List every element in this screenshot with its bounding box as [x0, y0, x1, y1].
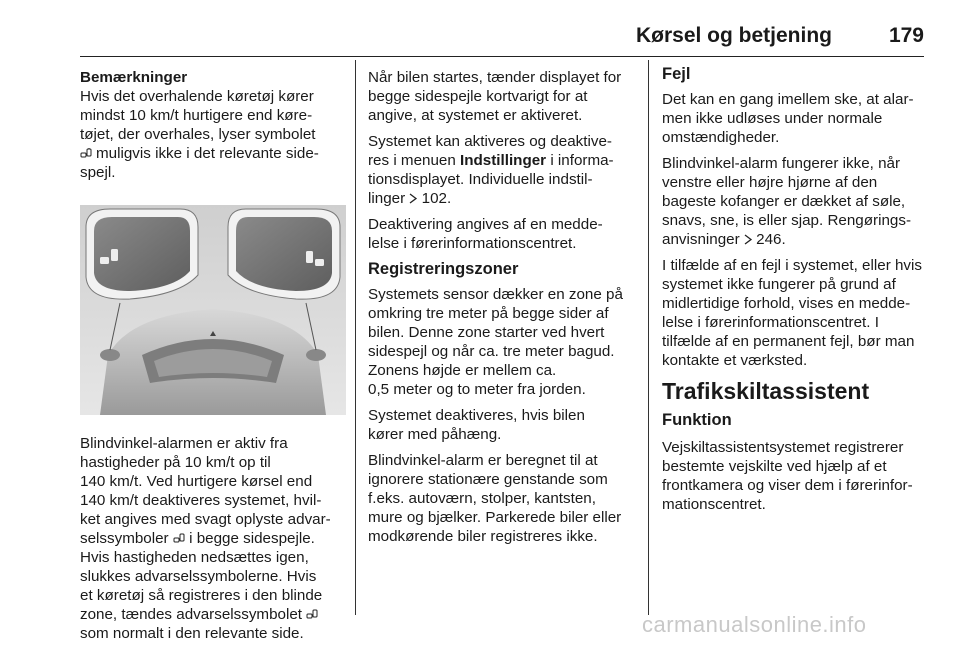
text-line: Når bilen startes, tænder displayet for: [368, 69, 622, 86]
text-line: Systemet kan aktiveres og deaktive-: [368, 133, 612, 150]
startup-paragraph: [368, 68, 636, 125]
text-line: lelse i førerinformationscentret.: [368, 235, 577, 252]
text-line: [80, 605, 346, 624]
text-line: bestemte vejskilte ved hjælp af et: [662, 458, 887, 475]
speed-paragraph: [80, 434, 346, 643]
text-line: kontakte et værksted.: [662, 352, 808, 369]
notes-heading: Bemærkninger: [80, 69, 188, 86]
function-paragraph: [662, 438, 928, 514]
text-line: ignorere stationære genstande som: [368, 471, 608, 488]
fault-heading: Fejl: [662, 65, 691, 83]
column-divider: [648, 60, 649, 615]
text-line: [368, 189, 636, 208]
text-line: mindst 10 km/t hurtigere end køre-: [80, 107, 313, 124]
text-line: omstændigheder.: [662, 129, 780, 146]
column-divider: [355, 60, 356, 615]
text-line: venstre eller højre hjørne af den: [662, 174, 878, 191]
column-middle: [368, 68, 636, 553]
text-line: tionsdisplayet. Individuelle indstil-: [368, 171, 593, 188]
text-segment: anvisninger: [662, 231, 740, 248]
text-line: omkring tre meter på begge sider af: [368, 305, 609, 322]
page-reference-icon: [744, 234, 752, 245]
deactivation-paragraph: [368, 215, 636, 253]
stationary-paragraph: [368, 451, 636, 546]
text-segment: i informa-: [546, 152, 614, 169]
text-line: Blindvinkel-alarm er beregnet til at: [368, 452, 598, 469]
text-line: som normalt i den relevante side.: [80, 625, 304, 642]
blind-spot-warning-icon: [173, 533, 185, 544]
page-number: 179: [888, 24, 924, 47]
text-segment: linger: [368, 190, 406, 207]
text-line: snavs, sne, is eller sjap. Rengørings-: [662, 212, 912, 229]
text-line: tøjet, der overhales, lyser symbolet: [80, 126, 316, 143]
text-line: systemet ikke fungerer på grund af: [662, 276, 896, 293]
text-line: [368, 151, 636, 170]
mirror-illustration: [80, 205, 346, 415]
text-line: mure og bjælker. Parkerede biler eller: [368, 509, 622, 526]
text-line: 140 km/t. Ved hurtigere kørsel end: [80, 473, 313, 490]
text-segment: selssymboler: [80, 530, 169, 547]
text-line: sidespejl og når ca. tre meter bagud.: [368, 343, 615, 360]
watermark: carmanualsonline.info: [642, 612, 867, 637]
text-line: lelse i førerinformationscentret. I: [662, 314, 879, 331]
column-right: [662, 65, 928, 521]
text-line: modkørende biler registreres ikke.: [368, 528, 598, 545]
text-line: angive, at systemet er aktiveret.: [368, 107, 583, 124]
text-line: hastigheder på 10 km/t op til: [80, 454, 271, 471]
zones-paragraph: [368, 285, 636, 399]
text-line: 0,5 meter og to meter fra jorden.: [368, 381, 586, 398]
text-line: I tilfælde af en fejl i systemet, eller hvis: [662, 257, 922, 274]
text-line: 140 km/t deaktiveres systemet, hvil-: [80, 492, 322, 509]
bumper-paragraph: [662, 154, 928, 249]
settings-menu-name: Indstillinger: [460, 152, 547, 169]
text-line: frontkamera og viser dem i førerinfor-: [662, 477, 913, 494]
text-line: Zonens højde er mellem ca.: [368, 362, 557, 379]
text-line: ket angives med svagt oplyste advar-: [80, 511, 331, 528]
text-line: Det kan en gang imellem ske, at alar-: [662, 91, 914, 108]
text-segment: zone, tændes advarselssymbolet: [80, 606, 303, 623]
text-line: tilfælde af en permanent fejl, bør man: [662, 333, 915, 350]
page-header: [80, 18, 924, 52]
text-line: midlertidige forhold, vises en medde-: [662, 295, 911, 312]
notes-paragraph: [80, 87, 346, 182]
system-fault-paragraph: [662, 256, 928, 370]
text-line: [80, 529, 346, 548]
traffic-sign-heading: Trafikskiltassistent: [662, 378, 870, 404]
function-heading: Funktion: [662, 411, 732, 429]
blind-spot-warning-icon: [306, 609, 318, 620]
zones-heading: Registreringszoner: [368, 260, 519, 278]
header-rule: [80, 56, 924, 57]
text-line: Deaktivering angives af en medde-: [368, 216, 603, 233]
text-line: Blindvinkel-alarm fungerer ikke, når: [662, 155, 901, 172]
text-line: Blindvinkel-alarmen er aktiv fra: [80, 435, 288, 452]
text-line: bilen. Denne zone starter ved hvert: [368, 324, 605, 341]
text-line: Systemet deaktiveres, hvis bilen: [368, 407, 585, 424]
text-line: Hvis det overhalende køretøj kører: [80, 88, 314, 105]
text-line: slukkes advarselssymbolerne. Hvis: [80, 568, 317, 585]
text-segment: muligvis ikke i det relevante side-: [96, 145, 319, 162]
text-line: Hvis hastigheden nedsættes igen,: [80, 549, 309, 566]
text-segment: res i menuen: [368, 152, 461, 169]
page-reference[interactable]: 246.: [756, 231, 786, 248]
section-title: Kørsel og betjening: [635, 24, 832, 47]
trailer-paragraph: [368, 406, 636, 444]
text-segment: i begge sidespejle.: [189, 530, 315, 547]
text-line: et køretøj så registreres i den blinde: [80, 587, 323, 604]
text-line: [80, 144, 346, 163]
blind-spot-warning-icon: [80, 148, 92, 159]
fault-paragraph: [662, 90, 928, 147]
text-line: bageste kofanger er dækket af søle,: [662, 193, 906, 210]
text-line: f.eks. autoværn, stolper, kantsten,: [368, 490, 596, 507]
text-line: men ikke udløses under normale: [662, 110, 883, 127]
text-line: Vejskiltassistentsystemet registrerer: [662, 439, 904, 456]
settings-paragraph: [368, 132, 636, 208]
text-line: Systemets sensor dækker en zone på: [368, 286, 623, 303]
page-reference-icon: [409, 193, 417, 204]
column-left: [80, 68, 346, 650]
page-reference[interactable]: 102.: [421, 190, 452, 207]
text-line: spejl.: [80, 164, 116, 181]
text-line: mationscentret.: [662, 496, 766, 513]
text-line: kører med påhæng.: [368, 426, 502, 443]
text-line: begge sidespejle kortvarigt for at: [368, 88, 588, 105]
text-line: [662, 230, 928, 249]
